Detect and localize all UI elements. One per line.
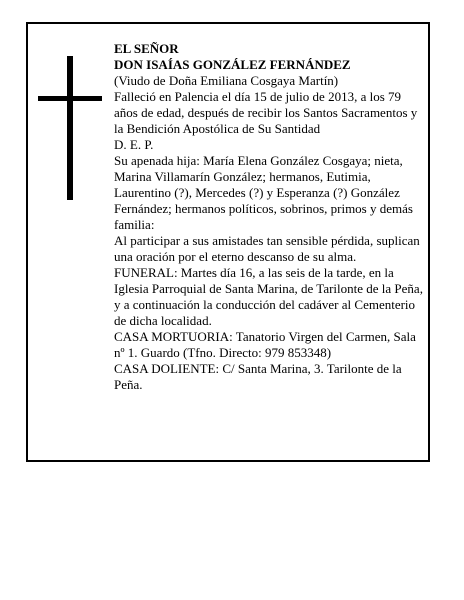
home-paragraph: CASA DOLIENTE: C/ Santa Marina, 3. Tarilonte de la Peña. [114,361,402,392]
cross-vertical-bar [67,56,73,200]
obituary-notice [26,22,430,462]
widower-line: (Viudo de Doña Emiliana Cosgaya Martín) [114,73,339,88]
cross-horizontal-bar [38,96,102,101]
notice-text [114,41,424,393]
latin-cross-icon [38,56,102,200]
rip-line: D. E. P. [114,137,154,152]
request-paragraph: Al participar a sus amistades tan sensible pérdida, suplican una oración por el eterno descanso de su alma. [114,233,420,264]
title-line-1: EL SEÑOR [114,41,179,56]
family-paragraph: Su apenada hija: María Elena González Cosgaya; nieta, Marina Villamarín González; hermanos, Eutimia, Laurentino (?), Mercedes (?) y Esperanza (?) González Fernández; hermanos políticos, sobrinos, primos y demás familia: [114,153,413,232]
funeral-paragraph: FUNERAL: Martes día 16, a las seis de la tarde, en la Iglesia Parroquial de Santa Marina, de Tarilonte de la Peña, y a continuación la conducción del cadáver al Cementerio de dicha localidad. [114,265,423,328]
death-paragraph: Falleció en Palencia el día 15 de julio de 2013, a los 79 años de edad, después de recibir los Santos Sacramentos y la Bendición Apostólica de Su Santidad [114,89,418,136]
deceased-name: DON ISAÍAS GONZÁLEZ FERNÁNDEZ [114,57,351,72]
mortuary-paragraph: CASA MORTUORIA: Tanatorio Virgen del Carmen, Sala nº 1. Guardo (Tfno. Directo: 979 853348) [114,329,416,360]
